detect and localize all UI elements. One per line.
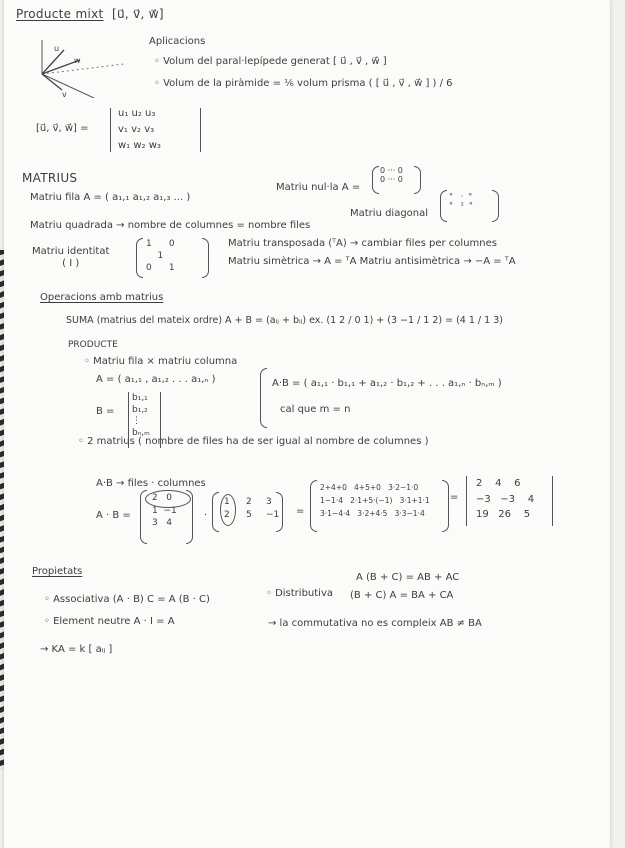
applications-heading: Aplicacions [149,36,206,47]
title-vectors: [u⃗, v⃗, w⃗] [112,7,164,21]
matriu-nulla-label: Matriu nul·la A = [276,182,361,193]
m2-paren-right [276,492,283,532]
ab-files-columnes: A·B → files · columnes [96,478,206,489]
matriu-transposada: Matriu transposada (ᵀA) → cambiar files per columnes [228,238,497,249]
m2-paren-left [212,492,219,532]
result-matrix: 2 4 6 −3 −3 4 19 26 5 [476,478,535,520]
equals-sign-1: = [296,506,305,517]
matrius-heading: MATRIUS [22,171,78,185]
ab-equals: A · B = [96,510,131,521]
notebook-page [4,0,610,848]
application-volume-pyramid: ◦ Volum de la piràmide = ⅙ volum prisma ( [ u⃗ , v⃗ , w⃗ ] ) / 6 [154,78,453,89]
page-title: Producte mixt [16,7,104,21]
b-column: b₁,₁ b₁,₂ ⋮ bₙ,ₘ [132,393,150,439]
matrix-a: 2 0 1 −1 3 4 [152,493,177,529]
diagonal-paren-left [440,190,447,222]
matriu-identitat-matrix: 1 0 1 0 1 [146,239,175,274]
nulla-paren-left [372,166,379,194]
expanded-paren-right [442,480,449,532]
b-label: B = [96,406,115,417]
expanded-product: 2+4+0 4+5+0 3·2−1·0 1−1·4 2·1+5·(−1) 3·1+1·1 3·1−4·4 3·2+4·5 3·3−1·4 [320,483,430,518]
prop-commutativa: → la commutativa no es compleix AB ≠ BA [268,618,482,629]
prop-distributiva-1: A (B + C) = AB + AC [356,572,460,583]
identity-paren-left [136,238,143,278]
a-definition: A = ( a₁,₁ , a₁,₂ . . . a₁,ₙ ) [96,374,216,385]
matriu-nulla-matrix: 0 ··· 0 0 ··· 0 [380,166,403,185]
expanded-paren-left [310,480,317,532]
fila-columna-heading: ◦ Matriu fila × matriu columna [84,356,238,367]
application-volume-parallelepiped: ◦ Volum del paral·lepípede generat [ u⃗ , v⃗ , w⃗ ] [154,56,387,67]
matrix-b-col1: 1 2 [224,497,230,520]
identity-paren-right [202,238,209,278]
propietats-heading: Propietats [32,566,83,577]
determinant-lhs: [u⃗, v⃗, w⃗] = [36,123,89,134]
highlight-circle-row [145,490,191,508]
matriu-identitat: Matriu identitat ( I ) [32,246,110,269]
matriu-quadrada: Matriu quadrada → nombre de columnes = nombre files [30,220,311,231]
det-row-2: v₁ v₂ v₃ [118,124,155,135]
matrix-b-col3: 3 −1 [266,497,280,520]
diagonal-paren-right [492,190,499,222]
vectors-sketch [34,36,134,98]
det-row-3: w₁ w₂ w₃ [118,140,161,151]
matriu-diagonal-label: Matriu diagonal [350,208,429,219]
ab-definition: A·B = ( a₁,₁ · b₁,₁ + a₁,₂ · b₁,₂ + . . . a₁,ₙ · bₙ,ₘ ) [272,378,502,389]
suma-definition: SUMA (matrius del mateix ordre) A + B = (aᵢⱼ + bᵢⱼ) ex. (1 2 / 0 1) + (3 −1 / 1 2) = (4 1 / 1 3) [66,315,503,326]
det-bar-left [110,108,111,152]
det-row-1: u₁ u₂ u₃ [118,108,156,119]
prop-ka: → KA = k [ aᵢⱼ ] [40,644,113,655]
matriu-fila: Matriu fila A = ( a₁,₁ a₁,₂ a₁,₃ ... ) [30,192,191,203]
vector-label-v: v [62,90,67,99]
equals-sign-2: = [450,492,459,503]
multiply-dot: · [204,510,208,521]
prop-distributiva-label: ◦ Distributiva [266,588,334,599]
result-bar-left [466,476,467,526]
prop-associativa: ◦ Associativa (A · B) C = A (B · C) [44,594,210,605]
prop-distributiva-2: (B + C) A = BA + CA [350,590,454,601]
dues-matrius-heading: ◦ 2 matrius ( nombre de files ha de ser igual al nombre de columnes ) [78,436,429,447]
matriu-diagonal-matrix: ° · ° ° ² ° [449,192,473,211]
prop-element-neutre: ◦ Element neutre A · I = A [44,616,175,627]
result-bar-right [552,476,553,526]
nulla-paren-right [414,166,421,194]
m1-paren-right [186,490,193,544]
vector-label-w: w [74,56,81,65]
matriu-simetrica: Matriu simètrica → A = ᵀA Matriu antisimètrica → −A = ᵀA [228,256,516,267]
matrix-b-col2: 2 5 [246,497,252,520]
det-bar-right [200,108,201,152]
highlight-circle-col [220,494,236,526]
cal-que-m-n: cal que m = n [280,404,351,415]
operacions-heading: Operacions amb matrius [40,292,164,303]
vector-label-u: u [54,44,60,53]
brace-product [260,368,267,428]
producte-heading: PRODUCTE [68,340,118,350]
